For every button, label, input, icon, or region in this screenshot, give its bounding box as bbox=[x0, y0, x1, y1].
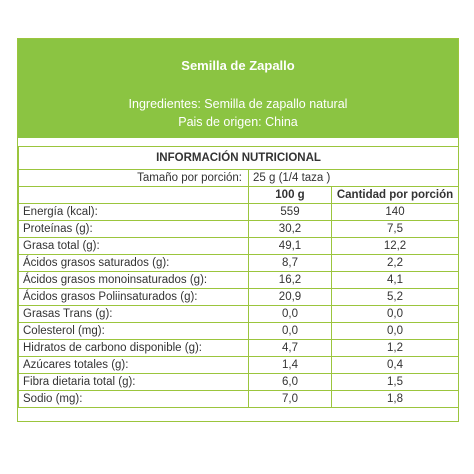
nutrition-label bbox=[17, 38, 459, 422]
nutrient-per-100g: 1,4 bbox=[249, 357, 332, 374]
nutrient-per-100g: 30,2 bbox=[249, 221, 332, 238]
serving-value: 25 g (1/4 taza ) bbox=[249, 170, 459, 187]
nutrient-name: Azúcares totales (g): bbox=[19, 357, 249, 374]
serving-row bbox=[19, 170, 459, 187]
nutrient-per-100g: 0,0 bbox=[249, 306, 332, 323]
nutrient-name: Hidratos de carbono disponible (g): bbox=[19, 340, 249, 357]
nutrition-table-wrapper bbox=[18, 146, 458, 408]
nutrient-row bbox=[19, 238, 459, 255]
nutrient-row bbox=[19, 255, 459, 272]
nutrient-row bbox=[19, 391, 459, 408]
nutrient-per-portion: 0,4 bbox=[332, 357, 459, 374]
nutrient-per-portion: 1,8 bbox=[332, 391, 459, 408]
nutrient-row bbox=[19, 221, 459, 238]
nutrient-name: Ácidos grasos saturados (g): bbox=[19, 255, 249, 272]
nutrition-table bbox=[18, 146, 459, 408]
nutrient-per-100g: 4,7 bbox=[249, 340, 332, 357]
nutrient-name: Colesterol (mg): bbox=[19, 323, 249, 340]
column-header-row bbox=[19, 187, 459, 204]
nutrient-row bbox=[19, 374, 459, 391]
nutrient-per-portion: 140 bbox=[332, 204, 459, 221]
nutrient-name: Ácidos grasos Poliinsaturados (g): bbox=[19, 289, 249, 306]
nutrient-row bbox=[19, 323, 459, 340]
nutrient-row bbox=[19, 306, 459, 323]
nutrient-name: Sodio (mg): bbox=[19, 391, 249, 408]
column-header-empty bbox=[19, 187, 249, 204]
nutrient-per-portion: 1,5 bbox=[332, 374, 459, 391]
nutrient-per-100g: 49,1 bbox=[249, 238, 332, 255]
nutrient-name: Fibra dietaria total (g): bbox=[19, 374, 249, 391]
nutrient-per-portion: 1,2 bbox=[332, 340, 459, 357]
serving-label: Tamaño por porción: bbox=[19, 170, 249, 187]
nutrient-per-100g: 0,0 bbox=[249, 323, 332, 340]
nutrient-name: Energía (kcal): bbox=[19, 204, 249, 221]
origin-text: Pais de origen: China bbox=[178, 115, 298, 129]
nutrient-name: Ácidos grasos monoinsaturados (g): bbox=[19, 272, 249, 289]
nutrient-per-100g: 559 bbox=[249, 204, 332, 221]
nutrient-row bbox=[19, 289, 459, 306]
product-header bbox=[18, 39, 458, 138]
nutrient-name: Proteínas (g): bbox=[19, 221, 249, 238]
column-header-portion: Cantidad por porción bbox=[332, 187, 459, 204]
section-title-row bbox=[19, 147, 459, 170]
nutrient-per-portion: 7,5 bbox=[332, 221, 459, 238]
nutrient-name: Grasas Trans (g): bbox=[19, 306, 249, 323]
nutrient-per-portion: 12,2 bbox=[332, 238, 459, 255]
nutrient-per-100g: 16,2 bbox=[249, 272, 332, 289]
nutrient-row bbox=[19, 204, 459, 221]
nutrient-row bbox=[19, 272, 459, 289]
nutrient-per-100g: 6,0 bbox=[249, 374, 332, 391]
nutrient-per-100g: 7,0 bbox=[249, 391, 332, 408]
nutrient-name: Grasa total (g): bbox=[19, 238, 249, 255]
nutrient-per-portion: 0,0 bbox=[332, 323, 459, 340]
nutrient-per-portion: 4,1 bbox=[332, 272, 459, 289]
section-title: INFORMACIÓN NUTRICIONAL bbox=[19, 147, 459, 170]
column-header-100g: 100 g bbox=[249, 187, 332, 204]
nutrient-row bbox=[19, 340, 459, 357]
nutrient-per-portion: 2,2 bbox=[332, 255, 459, 272]
nutrient-per-100g: 8,7 bbox=[249, 255, 332, 272]
nutrient-row bbox=[19, 357, 459, 374]
ingredients-text: Ingredientes: Semilla de zapallo natural bbox=[128, 97, 348, 111]
nutrient-per-portion: 5,2 bbox=[332, 289, 459, 306]
nutrient-per-100g: 20,9 bbox=[249, 289, 332, 306]
nutrient-per-portion: 0,0 bbox=[332, 306, 459, 323]
product-title: Semilla de Zapallo bbox=[181, 58, 295, 73]
